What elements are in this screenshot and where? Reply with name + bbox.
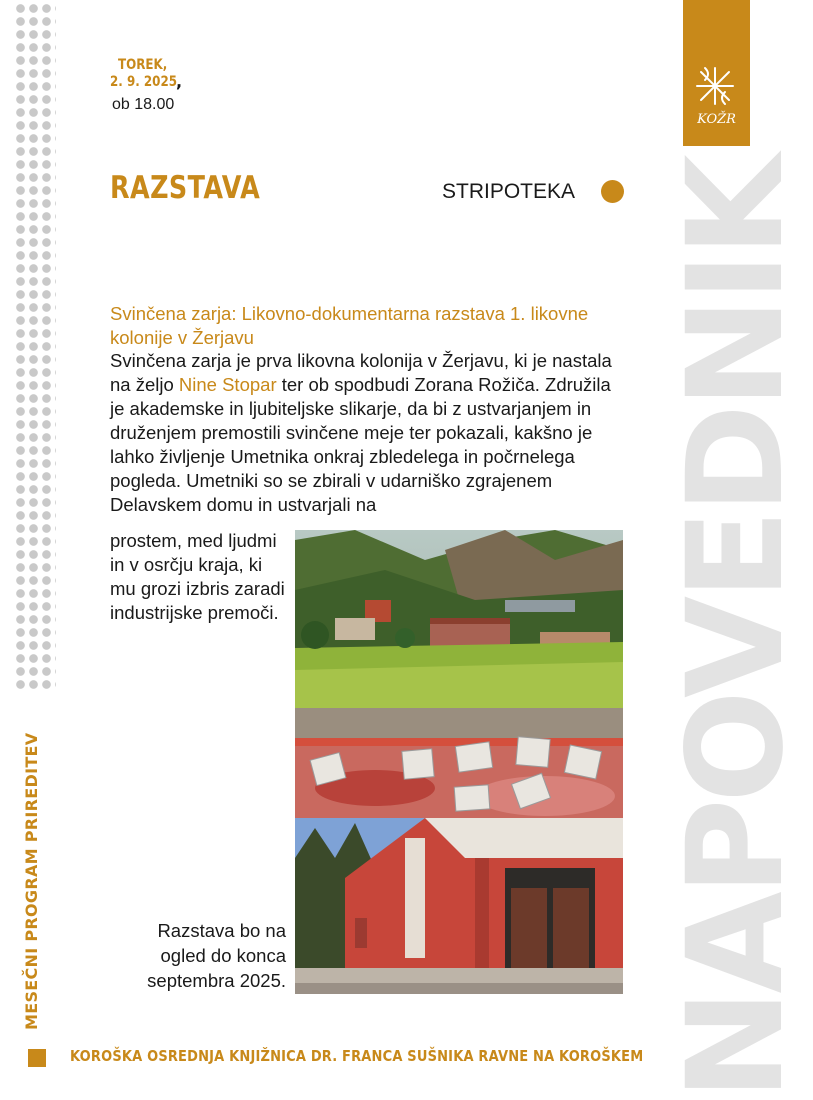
library-logo	[683, 0, 750, 146]
photo-painted-blocks	[295, 708, 623, 818]
date-comma: ,	[176, 72, 183, 91]
event-time: ob 18.00	[112, 96, 175, 113]
dot-pattern	[14, 0, 56, 690]
closing-note: Razstava bo na ogled do konca septembra 2025.	[147, 920, 286, 991]
background-word	[659, 150, 813, 1100]
venue-dot-icon	[601, 180, 624, 203]
event-venue: STRIPOTEKA	[442, 180, 576, 203]
event-description	[110, 349, 630, 517]
logo-text: KOŽR	[697, 112, 736, 127]
background-word-text: NAPOVEDNIK	[659, 158, 813, 1100]
highlighted-name: Nine Stopar	[178, 374, 277, 395]
event-description-continued: prostem, med ljudmi in v osrčju kraja, ki mu grozi izbris zaradi industrijske premoči.	[110, 530, 285, 623]
description-part-2: ter ob spodbudi Zorana Rožiča. Združila je akademske in ljubiteljske slikarje, da bi z ustvarjanjem in druženjem premostili svinčene meje ter pokazali, kakšno je lahko življenje Umetnika onkraj zbledelega in počrnelega pogleda. Umetniki so se zbirali v udarniško zgrajenem Delavskem domu in ustvarjali na	[110, 374, 611, 515]
footer-square-icon	[28, 1049, 46, 1067]
library-logo-icon	[693, 62, 739, 110]
event-title: Svinčena zarja: Likovno-dokumentarna razstava 1. likovne kolonije v Žerjavu	[110, 303, 589, 348]
photo-workers-hall	[295, 818, 623, 994]
description-part-1: Svinčena zarja je prva likovna kolonija v Žerjavu, ki je nastala na željo	[110, 350, 612, 395]
event-day: TOREK,	[118, 57, 168, 73]
side-label: MESEČNI PROGRAM PRIREDITEV	[22, 732, 41, 1030]
event-type: RAZSTAVA	[110, 170, 261, 206]
footer-library-name: KOROŠKA OSREDNJA KNJIŽNICA DR. FRANCA SUŠNIKA RAVNE NA KOROŠKEM	[70, 1047, 644, 1065]
photo-valley	[295, 530, 623, 708]
event-date: 2. 9. 2025	[110, 74, 178, 90]
